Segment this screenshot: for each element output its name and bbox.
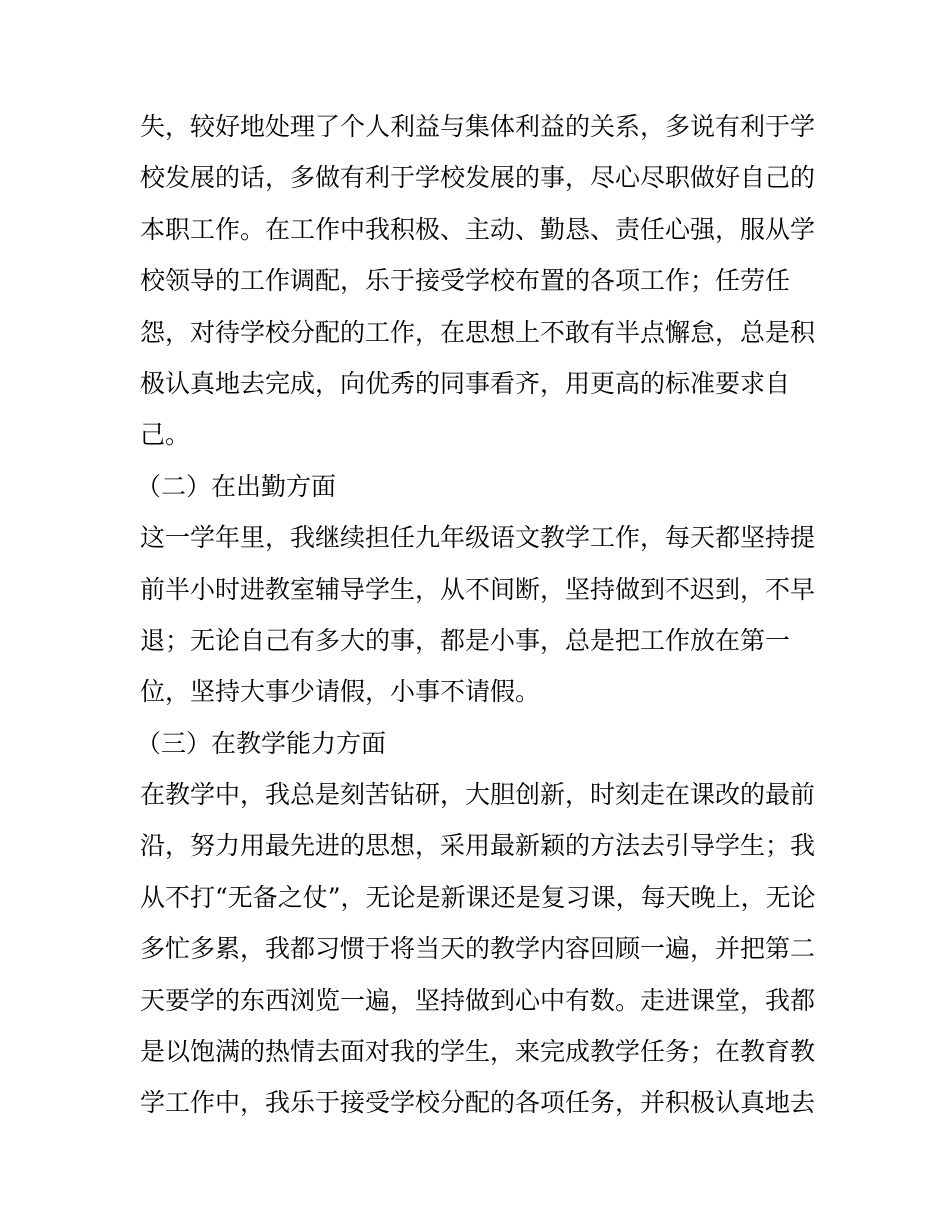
body-text	[136, 101, 820, 1129]
text-line: 己。	[140, 420, 191, 450]
text-line: 校领导的工作调配，乐于接受学校布置的各项工作；任劳任	[140, 266, 791, 296]
text-line: 这一学年里，我继续担任九年级语文教学工作，每天都坚持提	[140, 523, 816, 553]
text-line: 沿，努力用最先进的思想，采用最新颖的方法去引导学生；我	[140, 831, 816, 861]
text-line: 从不打“无备之仗”，无论是新课还是复习课，每天晚上，无论	[140, 882, 816, 912]
text-line: 前半小时进教室辅导学生，从不间断，坚持做到不迟到，不早	[140, 574, 816, 604]
text-line: 退；无论自己有多大的事，都是小事，总是把工作放在第一	[140, 625, 791, 655]
text-line: 校发展的话，多做有利于学校发展的事，尽心尽职做好自己的	[140, 163, 816, 193]
section-heading: （三）在教学能力方面	[136, 728, 387, 758]
text-line: 多忙多累，我都习惯于将当天的教学内容回顾一遍，并把第二	[140, 934, 816, 964]
text-line: 极认真地去完成，向优秀的同事看齐，用更高的标准要求自	[140, 368, 791, 398]
section-heading: （二）在出勤方面	[136, 471, 337, 501]
text-line: 学工作中，我乐于接受学校分配的各项任务，并积极认真地去	[140, 1088, 816, 1118]
text-line: 怨，对待学校分配的工作，在思想上不敢有半点懈怠，总是积	[140, 317, 816, 347]
text-line: 是以饱满的热情去面对我的学生，来完成教学任务；在教育教	[140, 1037, 816, 1067]
text-line: 位，坚持大事少请假，小事不请假。	[140, 677, 541, 707]
text-line: 天要学的东西浏览一遍，坚持做到心中有数。走进课堂，我都	[140, 985, 816, 1015]
text-line: 本职工作。在工作中我积极、主动、勤恳、责任心强，服从学	[140, 214, 816, 244]
text-line: 失，较好地处理了个人利益与集体利益的关系，多说有利于学	[140, 112, 816, 141]
text-line: 在教学中，我总是刻苦钻研，大胆创新，时刻走在课改的最前	[140, 780, 816, 810]
